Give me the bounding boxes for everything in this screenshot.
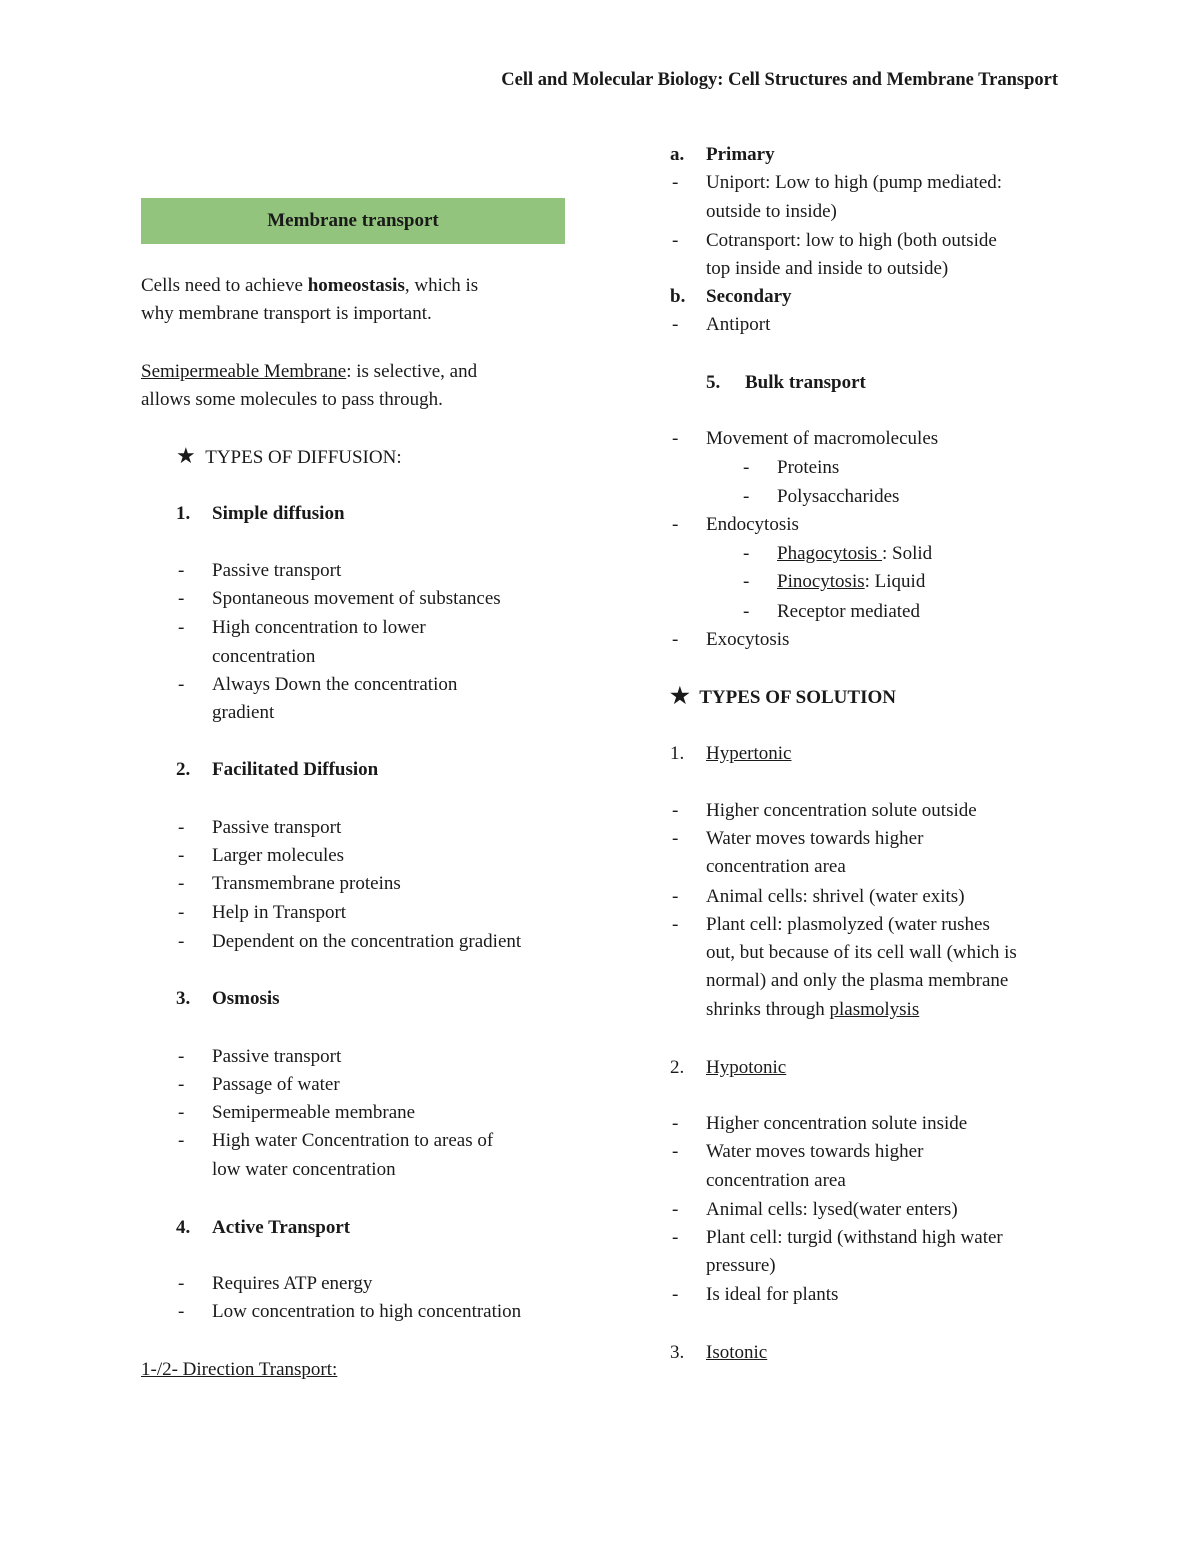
list-item: concentration area — [706, 1170, 846, 1191]
section-number: 4. — [176, 1217, 191, 1238]
section-title-box — [141, 198, 565, 244]
diffusion-heading: ★ TYPES OF DIFFUSION: — [176, 443, 402, 468]
dash: - — [178, 845, 185, 866]
list-item: Transmembrane proteins — [212, 873, 401, 894]
list-item: Cotransport: low to high (both outside — [706, 230, 997, 251]
list-item: Water moves towards higher — [706, 828, 924, 849]
list-item: Animal cells: shrivel (water exits) — [706, 886, 965, 907]
list-item: Semipermeable membrane — [212, 1102, 416, 1123]
sub-title-primary: Primary — [706, 144, 775, 165]
list-item: High water Concentration to areas of — [212, 1130, 494, 1151]
direction-transport: 1-/2- Direction Transport: — [141, 1359, 338, 1380]
dash: - — [672, 230, 679, 251]
list-item: Plant cell: plasmolyzed (water rushes — [706, 914, 990, 935]
dash: - — [178, 1046, 185, 1067]
dash: - — [743, 457, 750, 478]
dash: - — [672, 800, 679, 821]
section-title-facilitated-diffusion: Facilitated Diffusion — [212, 759, 379, 780]
list-item: top inside and inside to outside) — [706, 258, 949, 279]
list-item: High concentration to lower — [212, 617, 426, 638]
list-item: Higher concentration solute outside — [706, 800, 977, 821]
list-item: Larger molecules — [212, 845, 345, 866]
list-item: Antiport — [706, 314, 771, 335]
dash: - — [178, 674, 185, 695]
list-item: Passage of water — [212, 1074, 340, 1095]
dash: - — [672, 914, 679, 935]
section-title-isotonic: Isotonic — [706, 1342, 768, 1363]
dash: - — [743, 571, 750, 592]
list-item: Low concentration to high concentration — [212, 1301, 522, 1322]
list-item: Receptor mediated — [777, 601, 920, 622]
section-title-hypertonic: Hypertonic — [706, 743, 792, 764]
list-item: Requires ATP energy — [212, 1273, 373, 1294]
intro-line-2: why membrane transport is important. — [141, 303, 432, 324]
list-item: normal) and only the plasma membrane — [706, 970, 1009, 991]
dash: - — [178, 1074, 185, 1095]
section-number: 2. — [176, 759, 191, 780]
dash: - — [178, 931, 185, 952]
list-item: Animal cells: lysed(water enters) — [706, 1199, 958, 1220]
sub-label: b. — [670, 286, 686, 307]
list-item: pressure) — [706, 1255, 776, 1276]
star-icon: ★ — [176, 443, 196, 468]
list-item: Is ideal for plants — [706, 1284, 839, 1305]
list-item: Spontaneous movement of substances — [212, 588, 501, 609]
dash: - — [672, 629, 679, 650]
list-item: out, but because of its cell wall (which is — [706, 942, 1017, 963]
dash: - — [178, 873, 185, 894]
dash: - — [672, 314, 679, 335]
dash: - — [178, 1102, 185, 1123]
section-number: 3. — [176, 988, 191, 1009]
list-item: Movement of macromolecules — [706, 428, 939, 449]
dash: - — [178, 560, 185, 581]
list-item: Help in Transport — [212, 902, 347, 923]
dash: - — [743, 601, 750, 622]
list-item: Pinocytosis: Liquid — [777, 571, 926, 592]
dash: - — [672, 1141, 679, 1162]
semipermeable-line-2: allows some molecules to pass through. — [141, 389, 443, 410]
dash: - — [178, 588, 185, 609]
list-item: Phagocytosis : Solid — [777, 543, 933, 564]
dash: - — [178, 817, 185, 838]
dash: - — [672, 428, 679, 449]
list-item: Uniport: Low to high (pump mediated: — [706, 172, 1003, 193]
intro-line-1: Cells need to achieve homeostasis, which is — [141, 275, 479, 296]
sub-title-secondary: Secondary — [706, 286, 792, 307]
section-title: Membrane transport — [267, 210, 439, 231]
list-item: Exocytosis — [706, 629, 790, 650]
list-item: concentration — [212, 646, 316, 667]
section-title-hypotonic: Hypotonic — [706, 1057, 787, 1078]
dash: - — [178, 617, 185, 638]
sub-label: a. — [670, 144, 685, 165]
section-number: 1. — [176, 503, 191, 524]
dash: - — [672, 1199, 679, 1220]
list-item: outside to inside) — [706, 201, 837, 222]
dash: - — [178, 1273, 185, 1294]
dash: - — [178, 1301, 185, 1322]
dash: - — [672, 828, 679, 849]
dash: - — [672, 172, 679, 193]
dash: - — [672, 886, 679, 907]
list-item: Passive transport — [212, 560, 342, 581]
section-title-osmosis: Osmosis — [212, 988, 280, 1009]
list-item: Plant cell: turgid (withstand high water — [706, 1227, 1003, 1248]
list-item: Water moves towards higher — [706, 1141, 924, 1162]
dash: - — [672, 514, 679, 535]
list-item: gradient — [212, 702, 275, 723]
section-number: 2. — [670, 1057, 685, 1078]
section-number: 3. — [670, 1342, 685, 1363]
list-item: low water concentration — [212, 1159, 396, 1180]
list-item: concentration area — [706, 856, 846, 877]
dash: - — [743, 543, 750, 564]
dash: - — [178, 1130, 185, 1151]
dash: - — [672, 1284, 679, 1305]
section-title-bulk-transport: Bulk transport — [745, 372, 866, 393]
list-item: shrinks through plasmolysis — [706, 999, 920, 1020]
list-item: Passive transport — [212, 817, 342, 838]
list-item: Proteins — [777, 457, 840, 478]
section-number: 1. — [670, 743, 685, 764]
list-item: Endocytosis — [706, 514, 799, 535]
list-item: Polysaccharides — [777, 486, 900, 507]
dash: - — [178, 902, 185, 923]
dash: - — [672, 1113, 679, 1134]
solution-heading: ★ TYPES OF SOLUTION — [670, 683, 896, 708]
star-icon: ★ — [670, 683, 690, 708]
list-item: Dependent on the concentration gradient — [212, 931, 522, 952]
list-item: Always Down the concentration — [212, 674, 458, 695]
page-header: Cell and Molecular Biology: Cell Structures and Membrane Transport — [501, 70, 1058, 90]
section-title-simple-diffusion: Simple diffusion — [212, 503, 345, 524]
section-number: 5. — [706, 372, 721, 393]
section-title-active-transport: Active Transport — [212, 1217, 351, 1238]
dash: - — [743, 486, 750, 507]
dash: - — [672, 1227, 679, 1248]
semipermeable-line-1: Semipermeable Membrane: is selective, and — [141, 361, 478, 382]
list-item: Higher concentration solute inside — [706, 1113, 968, 1134]
list-item: Passive transport — [212, 1046, 342, 1067]
